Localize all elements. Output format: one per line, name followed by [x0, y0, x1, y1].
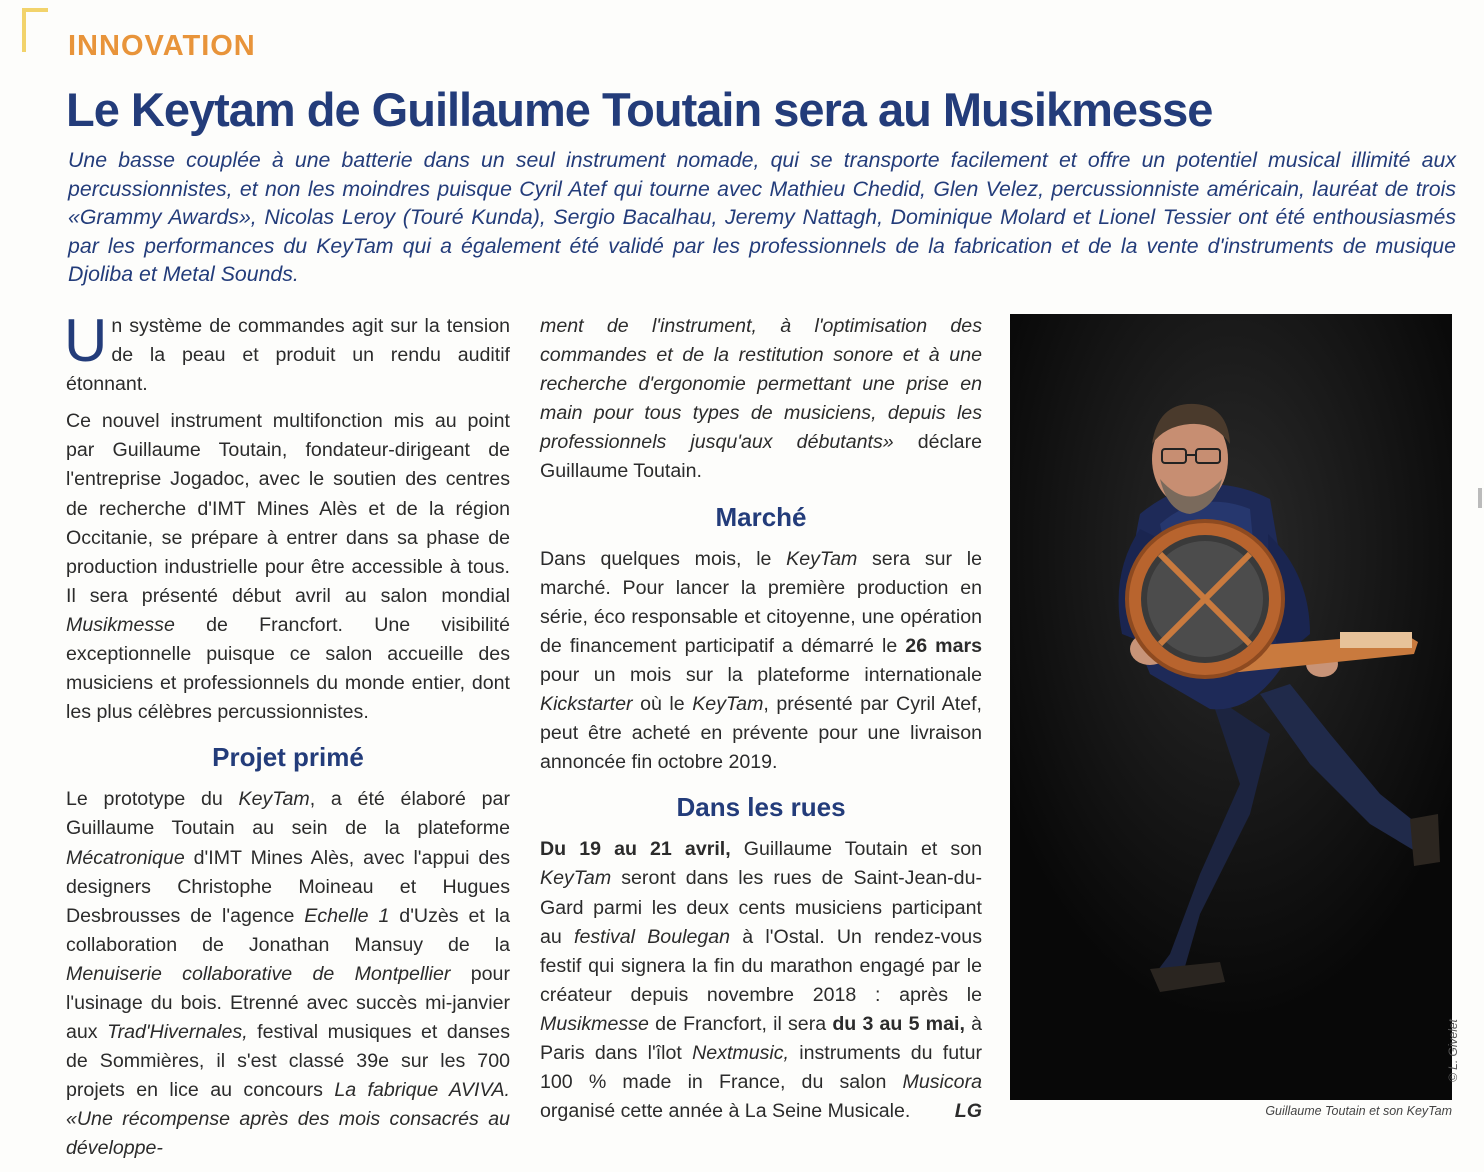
subhead-dans-les-rues: Dans les rues [676, 792, 846, 823]
paragraph-instrument: Ce nouvel instrument multifonction mis au point par Guillaume Toutain, fondateur-dirigeant de l'entreprise Jogadoc, avec le soutien des centres de recherche d'IMT Mines Alès et de la région Occitanie, se prépare à entrer dans sa phase de production industrielle pour être accessible à tous. Il sera présenté début avril au salon mondial Musikmesse de Francfort. Une visibilité exceptionnelle puisque ce salon accueille des musiciens et professionnels du monde entier, dont les plus célèbres percussionnistes. [66, 410, 510, 724]
paragraph-marche: Dans quelques mois, le KeyTam sera sur le marché. Pour lancer la première production en série, éco responsable et citoyenne, une opération de financement participatif a démarré le 26 mars pour un mois sur la plateforme internationale Kickstarter où le KeyTam, présenté par Cyril Atef, peut être acheté en prévente pour une livraison annoncée fin octobre 2019. [540, 547, 982, 774]
paragraph-intro: Un système de commandes agit sur la tension de la peau et produit un rendu auditif étonnant. [64, 307, 510, 396]
subhead-projet-prime: Projet primé [212, 742, 364, 773]
drop-cap: U [64, 307, 108, 374]
article-standfirst: Une basse couplée à une batterie dans un seul instrument nomade, qui se transporte facilement et offre un potentiel musical illimité aux percussionnistes, et non les moindres puisque Cyril Atef qui tourne avec Mathieu Chedid, Glen Velez, percussionniste américain, lauréat de trois «Grammy Awards», Nicolas Leroy (Touré Kunda), Sergio Bacalhau, Jeremy Nattagh, Dominique Molard et Lionel Tessier ont été enthousiasmés par les performances du KeyTam qui a également été validé par les professionnels de la fabrication et de la vente d'instruments de musique Djoliba et Metal Sounds. [68, 148, 1456, 286]
portrait-photo [1010, 314, 1452, 1100]
page-edge-mark [1478, 488, 1482, 508]
paragraph-quote: ment de l'instrument, à l'optimisation des commandes et de la restitution sonore et à une recherche d'ergonomie permettant une prise en main pour tous types de musiciens, depuis les professionnels jusqu'aux débutants» déclare Guillaume Toutain. [540, 315, 982, 483]
paragraph-prototype: Le prototype du KeyTam, a été élaboré par Guillaume Toutain au sein de la plateforme Mécatronique d'IMT Mines Alès, avec l'appui des designers Christophe Moineau et Hugues Desbrousses de l'agence Echelle 1 d'Uzès et la collaboration de Jonathan Mansuy de la Menuiserie collaborative de Montpellier pour l'usinage du bois. Etrenné avec succès mi-janvier aux Trad'Hivernales, festival musiques et danses de Sommières, il s'est classé 39e sur les 700 projets en lice au concours La fabrique AVIVA. «Une récompense après des mois consacrés au développe- [66, 788, 511, 1160]
musician-illustration [1010, 314, 1452, 1100]
photo-caption: Guillaume Toutain et son KeyTam [1265, 1104, 1452, 1118]
paragraph-rues: Du 19 au 21 avril, Guillaume Toutain et son KeyTam seront dans les rues de Saint-Jean-du-Gard parmi les deux cents musiciens participant au festival Boulegan à l'Ostal. Un rendez-vous festif qui signera la fin du marathon engagé par le créateur depuis novembre 2018 : après le Musikmesse de Francfort, il sera du 3 au 5 mai, à Paris dans l'îlot Nextmusic, instruments du futur 100 % made in France, du salon Musicora organisé cette année à La Seine Musicale. LG [540, 835, 982, 1126]
corner-crop-mark [22, 8, 26, 52]
article-column-1 [64, 307, 511, 1172]
article-headline: Le Keytam de Guillaume Toutain sera au Musikmesse [66, 83, 1213, 136]
article-column-2 [540, 312, 982, 1134]
photo-credit: © L. Givelet [1446, 1019, 1460, 1082]
subhead-marche: Marché [715, 501, 807, 532]
author-signature: LG [954, 1100, 982, 1123]
section-label: INNOVATION [68, 30, 256, 62]
